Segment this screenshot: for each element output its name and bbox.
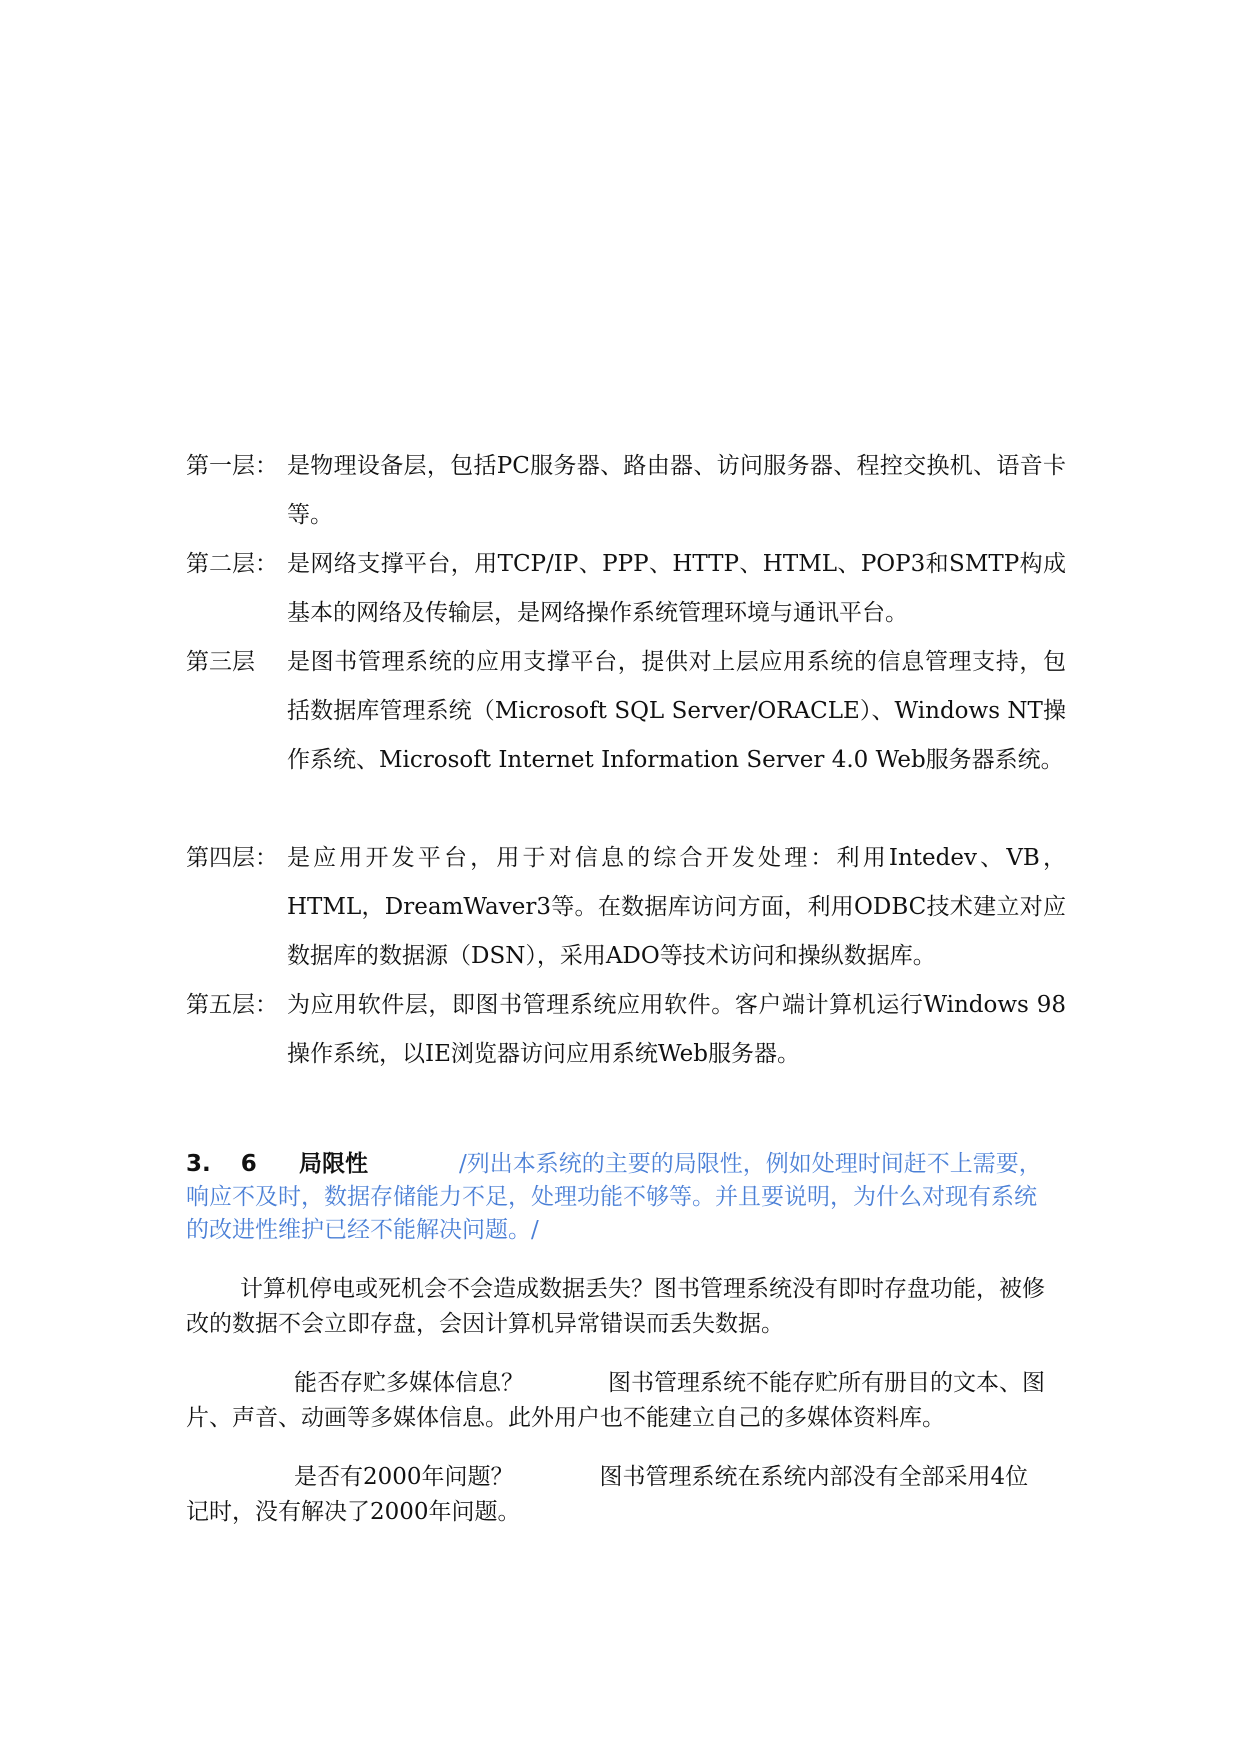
paragraph-text: 图书管理系统在系统内部没有全部采用4位记时，没有解决了2000年问题。 [186,1464,1029,1525]
layer-item [186,442,1066,540]
section-note: /列出本系统的主要的局限性，例如处理时间赶不上需要，响应不及时，数据存储能力不足，处理功能不够等。并且要说明，为什么对现有系统的改进性维护已经不能解决问题。/ [186,1151,1042,1243]
layer-label: 第二层： [186,551,278,577]
layer-text: 是图书管理系统的应用支撑平台，提供对上层应用系统的信息管理支持，包括数据库管理系统（Microsoft SQL Server/ORACLE）、Windows NT操作系统、Microsoft Internet Information Server 4.0 Web服务器系统。 [287,649,1066,773]
layer-label: 第五层： [186,992,278,1018]
layer-label: 第一层： [186,453,278,479]
paragraph-question: 能否存贮多媒体信息？ [294,1370,524,1396]
layer-label: 第三层 [186,649,255,675]
paragraph [186,1272,1048,1342]
paragraph [186,1366,1048,1436]
section-number: 3. 6 [186,1151,257,1177]
paragraph [186,1460,1048,1530]
section-title: 局限性 [299,1151,368,1177]
paragraph-text: 图书管理系统不能存贮所有册目的文本、图片、声音、动画等多媒体信息。此外用户也不能建立自己的多媒体资料库。 [186,1370,1045,1431]
layer-item [186,834,1066,981]
layer-text: 是网络支撑平台，用TCP/IP、PPP、HTTP、HTML、POP3和SMTP构成基本的网络及传输层，是网络操作系统管理环境与通讯平台。 [287,551,1066,626]
paragraph-question: 是否有2000年问题？ [294,1464,514,1490]
layer-text: 是物理设备层，包括PC服务器、路由器、访问服务器、程控交换机、语音卡等。 [287,453,1066,528]
layer-item [186,981,1066,1079]
layer-item [186,540,1066,638]
paragraph-text: 计算机停电或死机会不会造成数据丢失？图书管理系统没有即时存盘功能，被修改的数据不会立即存盘，会因计算机异常错误而丢失数据。 [186,1276,1045,1337]
layer-text: 为应用软件层，即图书管理系统应用软件。客户端计算机运行Windows 98操作系统，以IE浏览器访问应用系统Web服务器。 [287,992,1066,1067]
layer-item [186,638,1066,785]
section-heading-block [186,1148,1046,1247]
layer-text: 是应用开发平台，用于对信息的综合开发处理：利用Intedev、VB，HTML，DreamWaver3等。在数据库访问方面，利用ODBC技术建立对应数据库的数据源（DSN），采用ADO等技术访问和操纵数据库。 [287,845,1066,969]
layer-label: 第四层： [186,845,278,871]
